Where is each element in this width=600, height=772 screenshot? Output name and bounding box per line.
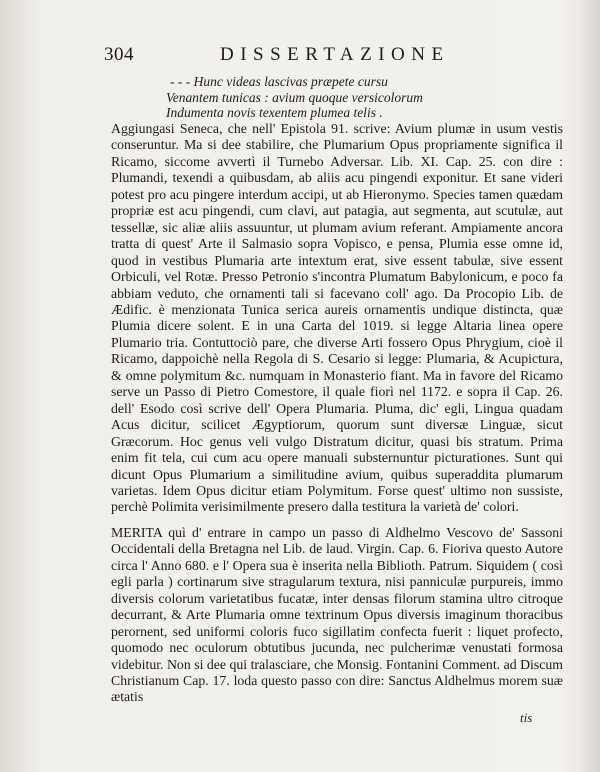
page-number: 304 [104, 44, 134, 65]
running-title: DISSERTAZIONE [220, 44, 450, 65]
verse-line: - - - Hunc videas lascivas præpete cursu [170, 74, 388, 89]
page-edge-shadow [578, 0, 600, 772]
paragraph: Aggiungasi Seneca, che nell' Epistola 91. scrive: Avium plumæ in usum vestis conseruntur. Ma si dee stabilire, che Plumarium Opus propriamente significa il Ricamo, siccome avvertì il Turnebo Adversar. Lib. XI. Cap. 25. con dire : Plumandi, texendi a quibusdam, ab aliis acu pingendi exponitur. Et sane videri potest pro acu pingere interdum accipi, ut ab Hieronymo. Species tamen quædam propriæ est acu pingendi, cum clavi, aut patagia, aut segmenta, aut scutulæ, aut tessellæ, sic aliæ aliis assuuntur, ut plumam avium referant. Ampiamente ancora tratta di quest' Arte il Salmasio sopra Vopisco, e pensa, Plumia esse omne id, quod in vestibus Plumaria arte intextum erat, sive essent tabulæ, sive essent Orbiculi, vel Rotæ. Presso Petronio s'incontra Plumatum Babylonicum, e poco fa abbiam veduto, che ornamenti tali si facevano coll' ago. Da Procopio Lib. de Ædific. è menzionata Tunica serica aureis ornamentis undique distincta, quæ Plumia dicere solent. E in una Carta del 1019. si legge Altaria linea opere Plumario tria. Contuttociò pare, che diverse Arti fossero Opus Phrygium, cioè il Ricamo, dappoichè nella Regola di S. Cesario si legge: Plumaria, & Acupictura, & omne polymitum &c. numquam in Monasterio fiant. Ma in favore del Ricamo serve un Passo di Pietro Comestore, il quale fiorì nel 1172. e sopra il Cap. 26. dell' Esodo così scrive dell' Opera Plumaria. Pluma, dic' egli, Lingua quadam Acus dicitur, scilicet Ægyptiorum, quorum sunt diversæ Linguæ, sicut Græcorum. Hoc genus veli vulgo Distratum dicitur, quasi bis stratum. Prima enim fit tela, cui cum acu opere manuali substernuntur picturationes. Sunt qui dicunt Opus Plumarium a similitudine avium, quibus superaddita plumarum varietas. Idem Opus dicitur etiam Polymitum. Forse quest' ultimo non sussiste, perchè Polimita verisimilmente presero dalla testitura la varietà de' colori. [111, 121, 563, 515]
body-text [111, 121, 563, 706]
verse-line: Venantem tunicas : avium quoque versicolorum [166, 89, 423, 105]
paragraph: MERITA quì d' entrare in campo un passo di Aldhelmo Vescovo de' Sassoni Occidentali della Bretagna nel Lib. de laud. Virgin. Cap. 6. Fioriva questo Autore circa l' Anno 680. e l' Opera sua è inserita nella Biblioth. Patrum. Siquidem ( così egli parla ) cortinarum sive stragularum textura, nisi panniculæ purpureis, immo diversis colorum varietatibus fucatæ, inter densas filorum stamina ultro citroque decurrant, & Arte Plumaria omne textrinum Opus diversis imaginum thoracibus perornent, sed uniformi coloris fuco sigillatim confecta fuerit : liquet profecto, quomodo nec oculorum obtutibus jucunda, nec pulcherimæ venustati formosa videbitur. Non si dee qui tralasciare, che Monsig. Fontanini Comment. ad Discum Christianum Cap. 17. loda questo passo con dire: Sanctus Aldhelmus morem suæ ætatis [111, 524, 563, 705]
verse-line: Indumenta novis texentem plumea telis . [166, 105, 383, 120]
catchword: tis [520, 710, 533, 725]
verse-quotation [166, 74, 550, 121]
page-header [104, 44, 574, 66]
